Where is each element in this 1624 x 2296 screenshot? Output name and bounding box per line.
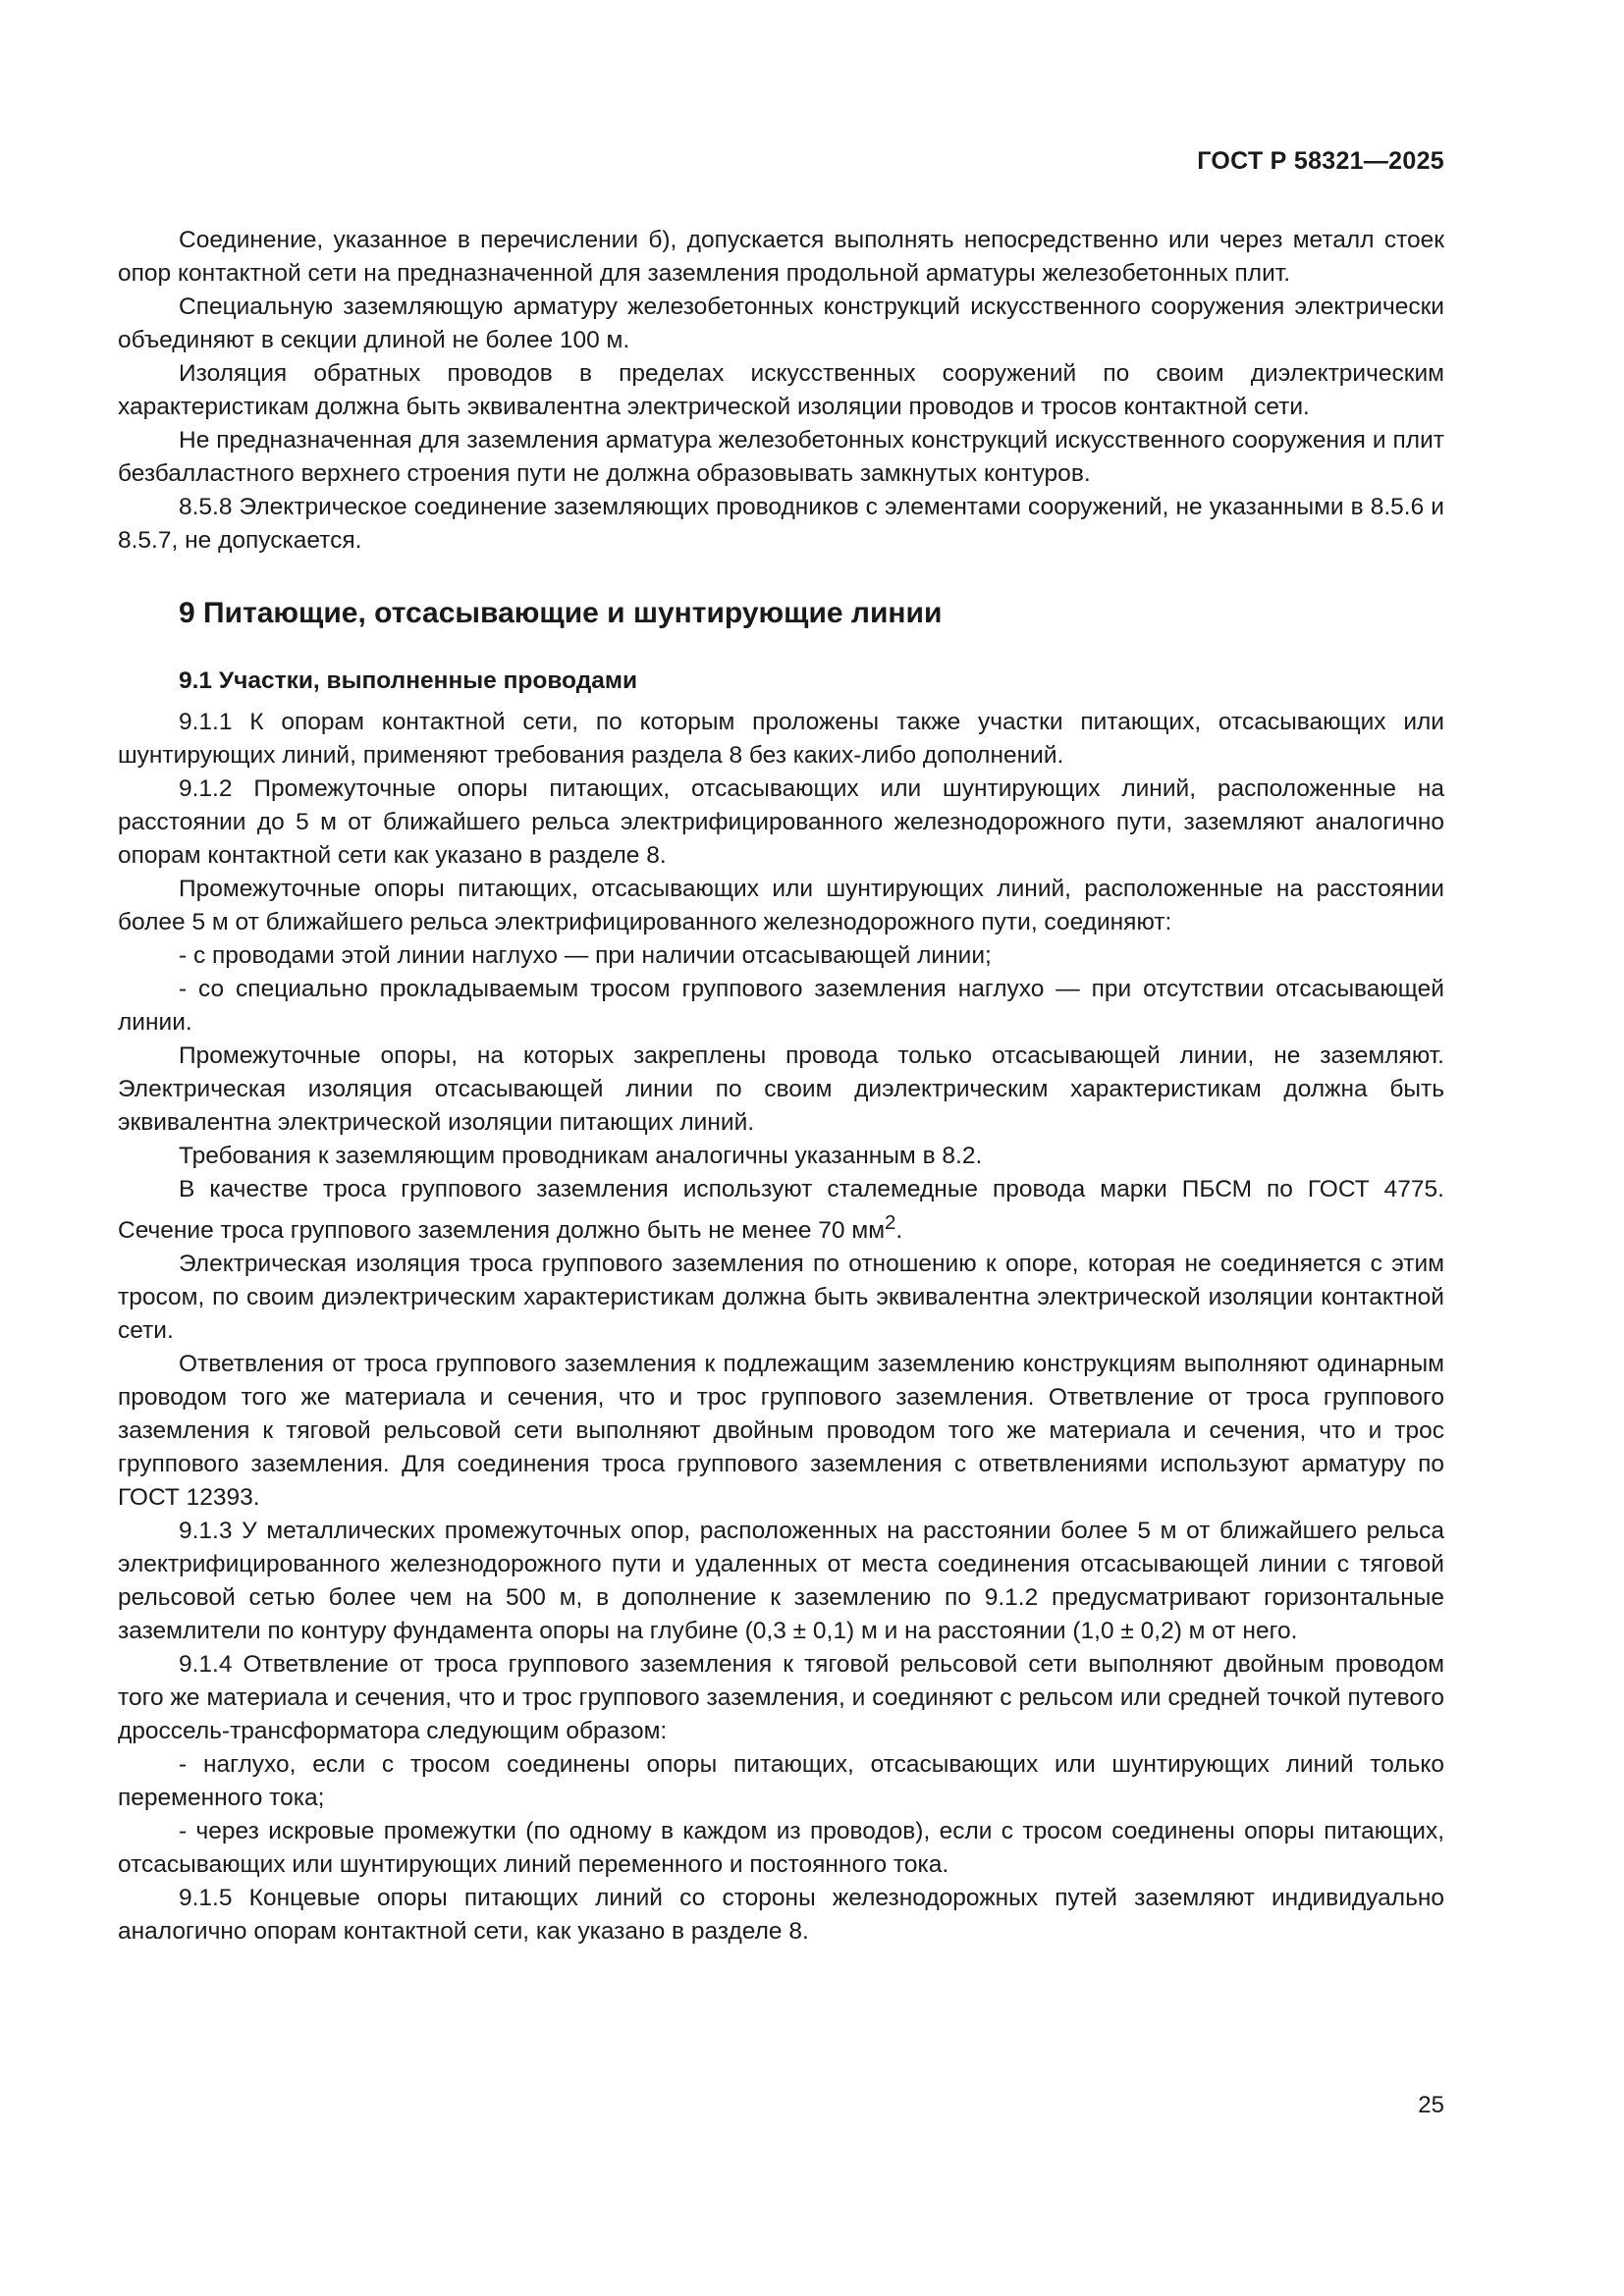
paragraph-clause-9-1-2: 9.1.2 Промежуточные опоры питающих, отсасывающих или шунтирующих линий, расположенные на расстоянии до 5 м от ближайшего рельса электрифицированного железнодорожного пути, заземляют аналогично опорам контактной сети как указано в разделе 8. — [118, 775, 1444, 869]
paragraph-clause-8-5-8: 8.5.8 Электрическое соединение заземляющих проводников с элементами сооружений, не указанными в 8.5.6 и 8.5.7, не допускается. — [118, 494, 1444, 554]
paragraph-end: . — [895, 1217, 903, 1245]
paragraph: Не предназначенная для заземления арматура железобетонных конструкций искусственного сооружения и плит безбалластного верхнего строения пути не должна образовывать замкнутых контуров. — [118, 427, 1444, 487]
page-number: 25 — [1418, 2092, 1444, 2118]
subsection-heading: 9.1 Участки, выполненные проводами — [179, 667, 638, 694]
section-heading: 9 Питающие, отсасывающие и шунтирующие линии — [179, 597, 943, 629]
paragraph: Соединение, указанное в перечислении б), допускается выполнять непосредственно или через металл стоек опор контактной сети на предназначенной для заземления продольной арматуры железобетонных плит. — [118, 227, 1444, 287]
paragraph-clause-9-1-4: 9.1.4 Ответвление от троса группового заземления к тяговой рельсовой сети выполняют двойным проводом того же материала и сечения, что и трос группового заземления, и соединяют с рельсом или средней точкой путевого дроссель-трансформатора следующим образом: — [118, 1651, 1444, 1745]
list-item: - с проводами этой линии наглухо — при наличии отсасывающей линии; — [179, 942, 992, 969]
paragraph: Промежуточные опоры, на которых закреплены провода только отсасывающей линии, не заземляют. Электрическая изоляция отсасывающей линии по своим диэлектрическим характеристикам должна быть эквивалентна электрической изоляции питающих линий. — [118, 1042, 1444, 1136]
list-item: - со специально прокладываемым тросом группового заземления наглухо — при отсутствии отсасывающей линии. — [118, 976, 1444, 1036]
document-header: ГОСТ Р 58321—2025 — [1197, 147, 1444, 175]
paragraph: Ответвления от троса группового заземления к подлежащим заземлению конструкциям выполняют одинарным проводом того же материала и сечения, что и трос группового заземления. Ответвление от троса группового заземления к тяговой рельсовой сети выполняют двойным проводом того же материала и сечения, что и трос группового заземления. Для соединения троса группового заземления с ответвлениями используют арматуру по ГОСТ 12393. — [118, 1351, 1444, 1512]
paragraph-clause-9-1-5: 9.1.5 Концевые опоры питающих линий со стороны железнодорожных путей заземляют индивидуально аналогично опорам контактной сети, как указано в разделе 8. — [118, 1885, 1444, 1946]
paragraph-clause-9-1-3: 9.1.3 У металлических промежуточных опор, расположенных на расстоянии более 5 м от ближайшего рельса электрифицированного железнодорожного пути и удаленных от места соединения отсасывающей линии с тяговой рельсовой сетью более чем на 500 м, в дополнение к заземлению по 9.1.2 предусматривают горизонтальные заземлители по контуру фундамента опоры на глубине (0,3 ± 0,1) м и на расстоянии (1,0 ± 0,2) м от него. — [118, 1518, 1444, 1645]
paragraph-text: В качестве троса группового заземления используют сталемедные провода марки ПБСМ по ГОСТ 4775. Сечение троса группового заземления должно быть не менее 70 мм — [118, 1176, 1444, 1245]
document-body — [118, 224, 1444, 1949]
list-item: - через искровые промежутки (по одному в каждом из проводов), если с тросом соединены опоры питающих, отсасывающих или шунтирующих линий переменного и постоянного тока. — [118, 1818, 1444, 1879]
paragraph: Электрическая изоляция троса группового заземления по отношению к опоре, которая не соединяется с этим тросом, по своим диэлектрическим характеристикам должна быть эквивалентна электрической изоляции контактной сети. — [118, 1251, 1444, 1345]
paragraph: Специальную заземляющую арматуру железобетонных конструкций искусственного сооружения электрически объединяют в секции длиной не более 100 м. — [118, 294, 1444, 353]
paragraph — [118, 1173, 1444, 1248]
list-item: - наглухо, если с тросом соединены опоры питающих, отсасывающих или шунтирующих линий только переменного тока; — [118, 1751, 1444, 1812]
paragraph-clause-9-1-1: 9.1.1 К опорам контактной сети, по которым проложены также участки питающих, отсасывающих или шунтирующих линий, применяют требования раздела 8 без каких-либо дополнений. — [118, 709, 1444, 769]
paragraph: Требования к заземляющим проводникам аналогичны указанным в 8.2. — [179, 1143, 983, 1169]
paragraph: Промежуточные опоры питающих, отсасывающих или шунтирующих линий, расположенные на расстоянии более 5 м от ближайшего рельса электрифицированного железнодорожного пути, соединяют: — [118, 876, 1444, 935]
superscript: 2 — [885, 1212, 896, 1234]
paragraph: Изоляция обратных проводов в пределах искусственных сооружений по своим диэлектрическим характеристикам должна быть эквивалентна электрической изоляции проводов и тросов контактной сети. — [118, 360, 1444, 420]
